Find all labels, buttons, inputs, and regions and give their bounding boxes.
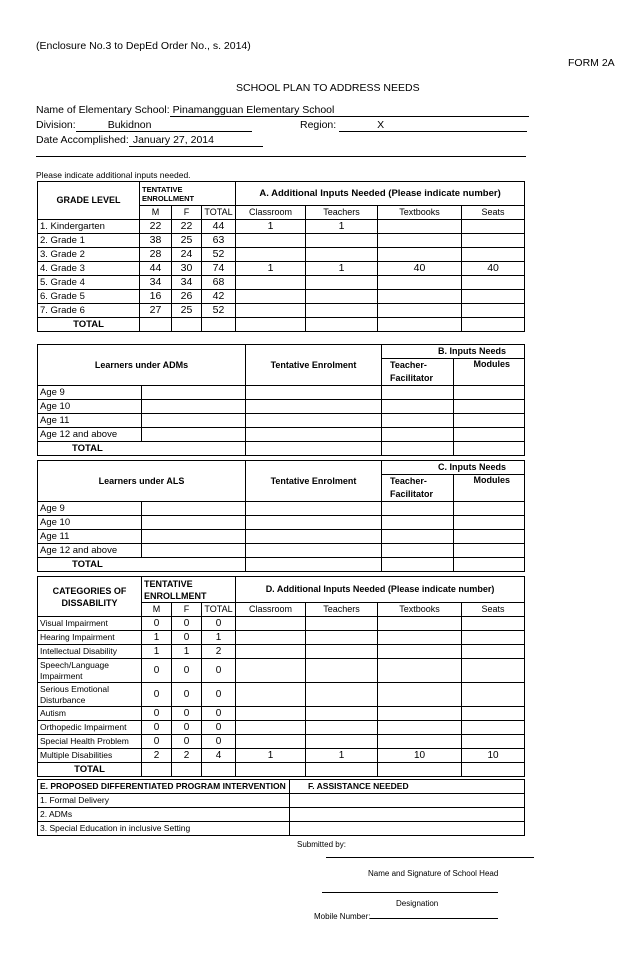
input-cell[interactable] <box>382 502 454 516</box>
m-cell[interactable]: 0 <box>142 735 172 749</box>
section-d-title: D. Additional Inputs Needed (Please indicate number) <box>236 577 525 603</box>
total-cell[interactable]: 4 <box>202 749 236 763</box>
input-cell[interactable] <box>382 544 454 558</box>
seats-cell[interactable] <box>462 290 525 304</box>
age-label: Age 12 and above <box>38 544 142 558</box>
table-row <box>38 516 525 530</box>
classroom-cell[interactable]: 1 <box>236 220 306 234</box>
age-label: Age 11 <box>38 414 142 428</box>
division-label: Division: <box>36 119 76 131</box>
textbooks-cell[interactable] <box>378 683 462 707</box>
m-cell[interactable]: 27 <box>140 304 172 318</box>
age-label: Age 12 and above <box>38 428 142 442</box>
form-number: FORM 2A <box>568 57 615 69</box>
table-c-als <box>37 460 525 572</box>
m-cell[interactable]: 0 <box>142 617 172 631</box>
total-cell[interactable]: 44 <box>202 220 236 234</box>
f-cell[interactable]: 26 <box>172 290 202 304</box>
seats-cell[interactable] <box>462 721 525 735</box>
teachers-cell[interactable]: 1 <box>306 749 378 763</box>
classroom-cell[interactable] <box>236 707 306 721</box>
submitted-by: Submitted by: <box>297 840 346 849</box>
input-cell[interactable] <box>382 428 454 442</box>
table-b-adms <box>37 344 525 456</box>
input-cell[interactable] <box>142 516 246 530</box>
region-value[interactable]: X <box>339 119 527 132</box>
m-cell[interactable]: 1 <box>142 645 172 659</box>
table-e-program-intervention <box>37 779 525 836</box>
input-cell[interactable] <box>454 400 525 414</box>
grade-label: 4. Grade 3 <box>38 262 140 276</box>
total-cell[interactable]: 0 <box>202 721 236 735</box>
f-cell[interactable]: 0 <box>172 721 202 735</box>
division-row <box>36 119 252 132</box>
input-cell[interactable] <box>454 516 525 530</box>
classroom-cell[interactable] <box>236 735 306 749</box>
teachers-cell[interactable]: 1 <box>306 220 378 234</box>
input-cell[interactable] <box>142 530 246 544</box>
total-header: TOTAL <box>202 603 236 617</box>
grade-label: 6. Grade 5 <box>38 290 140 304</box>
total-cell[interactable]: 0 <box>202 735 236 749</box>
f-cell[interactable]: 0 <box>172 659 202 683</box>
seats-cell[interactable]: 40 <box>462 262 525 276</box>
teachers-cell[interactable] <box>306 683 378 707</box>
table-row <box>38 304 525 318</box>
textbooks-cell[interactable] <box>378 276 462 290</box>
textbooks-cell[interactable] <box>378 617 462 631</box>
table-row <box>38 822 525 836</box>
grade-label: 2. Grade 1 <box>38 234 140 248</box>
table-d-total-label: TOTAL <box>38 763 142 777</box>
tentative-enrolment-header: Tentative Enrolment <box>246 461 382 502</box>
textbooks-cell[interactable] <box>378 631 462 645</box>
teachers-cell[interactable] <box>306 659 378 683</box>
seats-cell[interactable] <box>462 234 525 248</box>
teachers-cell[interactable] <box>306 304 378 318</box>
m-header: M <box>140 206 172 220</box>
mobile-number-label: Mobile Number: <box>314 912 371 921</box>
section-c-title: C. Inputs Needs <box>382 461 525 475</box>
age-label: Age 10 <box>38 516 142 530</box>
program-label: 1. Formal Delivery <box>38 794 290 808</box>
seats-cell[interactable] <box>462 617 525 631</box>
m-cell[interactable]: 0 <box>142 659 172 683</box>
tentative-enrolment-header: Tentative Enrolment <box>246 345 382 386</box>
f-cell[interactable]: 0 <box>172 683 202 707</box>
disability-label: Hearing Impairment <box>38 631 142 645</box>
section-a-title: A. Additional Inputs Needed (Please indicate number) <box>236 182 525 206</box>
learners-als-header: Learners under ALS <box>38 461 246 502</box>
f-cell[interactable]: 34 <box>172 276 202 290</box>
table-row <box>38 749 525 763</box>
name-signature-label: Name and Signature of School Head <box>368 869 499 878</box>
teachers-cell[interactable] <box>306 721 378 735</box>
textbooks-cell[interactable] <box>378 248 462 262</box>
input-cell[interactable] <box>382 386 454 400</box>
teachers-cell[interactable]: 1 <box>306 262 378 276</box>
total-cell[interactable]: 52 <box>202 304 236 318</box>
region-label: Region: <box>300 119 337 131</box>
seats-cell[interactable] <box>462 735 525 749</box>
teachers-cell[interactable] <box>306 234 378 248</box>
division-value[interactable]: Bukidnon <box>76 119 252 132</box>
f-cell[interactable]: 30 <box>172 262 202 276</box>
total-cell[interactable]: 68 <box>202 276 236 290</box>
input-cell[interactable] <box>246 400 382 414</box>
input-cell[interactable] <box>382 414 454 428</box>
teachers-cell[interactable] <box>306 631 378 645</box>
textbooks-cell[interactable] <box>378 707 462 721</box>
program-label: 3. Special Education in inclusive Setting <box>38 822 290 836</box>
input-cell[interactable] <box>246 414 382 428</box>
table-row <box>38 502 525 516</box>
f-cell[interactable]: 24 <box>172 248 202 262</box>
teachers-cell[interactable] <box>306 248 378 262</box>
teachers-header: Teachers <box>306 206 378 220</box>
grade-label: 1. Kindergarten <box>38 220 140 234</box>
assistance-cell[interactable] <box>290 794 525 808</box>
f-cell[interactable]: 0 <box>172 735 202 749</box>
input-cell[interactable] <box>246 516 382 530</box>
total-cell[interactable]: 52 <box>202 248 236 262</box>
tentative-enrollment-header: TENTATIVE ENROLLMENT <box>142 577 236 603</box>
table-d-disability <box>37 576 525 777</box>
input-cell[interactable] <box>382 400 454 414</box>
seats-cell[interactable] <box>462 304 525 318</box>
classroom-cell[interactable] <box>236 683 306 707</box>
table-row <box>38 544 525 558</box>
school-name-label: Name of Elementary School: <box>36 104 170 116</box>
m-cell[interactable]: 44 <box>140 262 172 276</box>
designation-line[interactable] <box>322 892 498 893</box>
input-cell[interactable] <box>142 544 246 558</box>
classroom-cell[interactable]: 1 <box>236 749 306 763</box>
m-cell[interactable]: 0 <box>142 683 172 707</box>
total-cell[interactable]: 42 <box>202 290 236 304</box>
m-cell[interactable]: 16 <box>140 290 172 304</box>
table-row <box>38 683 525 707</box>
classroom-cell[interactable] <box>236 659 306 683</box>
f-cell[interactable]: 22 <box>172 220 202 234</box>
page-title: SCHOOL PLAN TO ADDRESS NEEDS <box>236 82 420 94</box>
section-f-title: F. ASSISTANCE NEEDED <box>290 780 525 794</box>
total-cell[interactable]: 74 <box>202 262 236 276</box>
grade-label: 5. Grade 4 <box>38 276 140 290</box>
seats-cell[interactable] <box>462 659 525 683</box>
textbooks-cell[interactable]: 40 <box>378 262 462 276</box>
input-cell[interactable] <box>454 544 525 558</box>
seats-cell[interactable]: 10 <box>462 749 525 763</box>
seats-cell[interactable] <box>462 248 525 262</box>
assistance-cell[interactable] <box>290 822 525 836</box>
table-row <box>38 645 525 659</box>
disability-label: Serious Emotional Disturbance <box>38 683 142 707</box>
input-cell[interactable] <box>246 428 382 442</box>
total-cell[interactable]: 2 <box>202 645 236 659</box>
input-cell[interactable] <box>454 502 525 516</box>
textbooks-cell[interactable]: 10 <box>378 749 462 763</box>
input-cell[interactable] <box>142 414 246 428</box>
input-cell[interactable] <box>454 414 525 428</box>
instruction-text: Please indicate additional inputs needed. <box>36 170 191 180</box>
table-row <box>38 290 525 304</box>
m-cell[interactable]: 22 <box>140 220 172 234</box>
table-row <box>38 659 525 683</box>
seats-header: Seats <box>462 603 525 617</box>
table-b-total-label: TOTAL <box>38 442 246 456</box>
table-row <box>38 428 525 442</box>
table-row <box>38 530 525 544</box>
f-cell[interactable]: 1 <box>172 645 202 659</box>
signature-line[interactable] <box>326 857 534 858</box>
disability-label: Visual Impairment <box>38 617 142 631</box>
input-cell[interactable] <box>382 516 454 530</box>
input-cell[interactable] <box>142 400 246 414</box>
seats-cell[interactable] <box>462 645 525 659</box>
date-row <box>36 134 263 147</box>
f-cell[interactable]: 25 <box>172 304 202 318</box>
facilitator-header: Facilitator <box>382 372 454 386</box>
classroom-cell[interactable] <box>236 304 306 318</box>
school-name-row <box>36 104 529 117</box>
date-value[interactable]: January 27, 2014 <box>129 134 263 147</box>
teachers-cell[interactable] <box>306 276 378 290</box>
program-label: 2. ADMs <box>38 808 290 822</box>
disability-label: Orthopedic Impairment <box>38 721 142 735</box>
teachers-header: Teachers <box>306 603 378 617</box>
textbooks-cell[interactable] <box>378 304 462 318</box>
table-row <box>38 220 525 234</box>
table-row <box>38 386 525 400</box>
classroom-cell[interactable] <box>236 234 306 248</box>
age-label: Age 10 <box>38 400 142 414</box>
age-label: Age 9 <box>38 502 142 516</box>
m-cell[interactable]: 2 <box>142 749 172 763</box>
input-cell[interactable] <box>142 428 246 442</box>
total-cell[interactable]: 0 <box>202 617 236 631</box>
seats-cell[interactable] <box>462 276 525 290</box>
f-cell[interactable]: 0 <box>172 617 202 631</box>
disability-label: Autism <box>38 707 142 721</box>
table-row <box>38 276 525 290</box>
m-header: M <box>142 603 172 617</box>
enclosure-note: (Enclosure No.3 to DepEd Order No., s. 2014) <box>36 40 251 52</box>
textbooks-header: Textbooks <box>378 603 462 617</box>
table-row <box>38 414 525 428</box>
classroom-header: Classroom <box>236 206 306 220</box>
table-row <box>38 248 525 262</box>
f-cell[interactable]: 2 <box>172 749 202 763</box>
grade-label: 3. Grade 2 <box>38 248 140 262</box>
classroom-cell[interactable] <box>236 631 306 645</box>
input-cell[interactable] <box>454 428 525 442</box>
mobile-number-row <box>314 912 498 921</box>
seats-cell[interactable] <box>462 220 525 234</box>
seats-cell[interactable] <box>462 683 525 707</box>
teachers-cell[interactable] <box>306 707 378 721</box>
teacher-header: Teacher- <box>382 475 454 489</box>
seats-header: Seats <box>462 206 525 220</box>
teachers-cell[interactable] <box>306 735 378 749</box>
f-header: F <box>172 206 202 220</box>
designation-label: Designation <box>396 899 439 908</box>
table-row <box>38 617 525 631</box>
total-cell[interactable]: 0 <box>202 707 236 721</box>
categories-header: CATEGORIES OF DISSABILITY <box>38 577 142 617</box>
textbooks-cell[interactable] <box>378 645 462 659</box>
total-cell[interactable]: 63 <box>202 234 236 248</box>
section-e-title: E. PROPOSED DIFFERENTIATED PROGRAM INTERVENTION <box>38 780 290 794</box>
table-a-total-label: TOTAL <box>38 318 140 332</box>
disability-label: Speech/Language Impairment <box>38 659 142 683</box>
m-cell[interactable]: 28 <box>140 248 172 262</box>
grade-level-header: GRADE LEVEL <box>38 182 140 220</box>
teachers-cell[interactable] <box>306 645 378 659</box>
m-cell[interactable]: 0 <box>142 721 172 735</box>
textbooks-cell[interactable] <box>378 721 462 735</box>
table-row <box>38 735 525 749</box>
table-row <box>38 808 525 822</box>
textbooks-cell[interactable] <box>378 290 462 304</box>
modules-header: Modules <box>454 359 525 386</box>
input-cell[interactable] <box>246 386 382 400</box>
f-cell[interactable]: 25 <box>172 234 202 248</box>
input-cell[interactable] <box>142 386 246 400</box>
m-cell[interactable]: 0 <box>142 707 172 721</box>
date-label: Date Accomplished: <box>36 134 129 146</box>
separator-line <box>36 156 526 157</box>
classroom-cell[interactable] <box>236 276 306 290</box>
table-row <box>38 234 525 248</box>
modules-header: Modules <box>454 475 525 502</box>
disability-label: Multiple Disabilities <box>38 749 142 763</box>
teachers-cell[interactable] <box>306 617 378 631</box>
disability-label: Special Health Problem <box>38 735 142 749</box>
textbooks-header: Textbooks <box>378 206 462 220</box>
school-name-value[interactable]: Pinamangguan Elementary School <box>170 104 529 117</box>
seats-cell[interactable] <box>462 707 525 721</box>
seats-cell[interactable] <box>462 631 525 645</box>
classroom-cell[interactable] <box>236 645 306 659</box>
input-cell[interactable] <box>142 502 246 516</box>
classroom-cell[interactable] <box>236 721 306 735</box>
classroom-header: Classroom <box>236 603 306 617</box>
m-cell[interactable]: 34 <box>140 276 172 290</box>
section-b-title: B. Inputs Needs <box>382 345 525 359</box>
table-row <box>38 707 525 721</box>
textbooks-cell[interactable] <box>378 659 462 683</box>
textbooks-cell[interactable] <box>378 735 462 749</box>
facilitator-header: Facilitator <box>382 488 454 502</box>
table-row <box>38 721 525 735</box>
input-cell[interactable] <box>382 530 454 544</box>
input-cell[interactable] <box>454 530 525 544</box>
m-cell[interactable]: 38 <box>140 234 172 248</box>
input-cell[interactable] <box>454 386 525 400</box>
table-row <box>38 262 525 276</box>
table-row <box>38 631 525 645</box>
input-cell[interactable] <box>246 502 382 516</box>
m-cell[interactable]: 1 <box>142 631 172 645</box>
input-cell[interactable] <box>246 530 382 544</box>
total-header: TOTAL <box>202 206 236 220</box>
assistance-cell[interactable] <box>290 808 525 822</box>
age-label: Age 11 <box>38 530 142 544</box>
grade-label: 7. Grade 6 <box>38 304 140 318</box>
textbooks-cell[interactable] <box>378 220 462 234</box>
tentative-enrollment-header: TENTATIVE ENROLLMENT <box>140 182 236 206</box>
f-cell[interactable]: 0 <box>172 631 202 645</box>
f-cell[interactable]: 0 <box>172 707 202 721</box>
f-header: F <box>172 603 202 617</box>
table-row <box>38 794 525 808</box>
table-c-total-label: TOTAL <box>38 558 246 572</box>
table-row <box>38 400 525 414</box>
input-cell[interactable] <box>246 544 382 558</box>
classroom-cell[interactable] <box>236 617 306 631</box>
disability-label: Intellectual Disability <box>38 645 142 659</box>
classroom-cell[interactable] <box>236 248 306 262</box>
teacher-header: Teacher- <box>382 359 454 373</box>
region-row <box>300 119 527 132</box>
learners-adms-header: Learners under ADMs <box>38 345 246 386</box>
total-cell[interactable]: 1 <box>202 631 236 645</box>
textbooks-cell[interactable] <box>378 234 462 248</box>
classroom-cell[interactable] <box>236 290 306 304</box>
mobile-number-line[interactable] <box>370 918 498 919</box>
total-cell[interactable]: 0 <box>202 659 236 683</box>
classroom-cell[interactable]: 1 <box>236 262 306 276</box>
table-a-grade-level <box>37 181 525 332</box>
teachers-cell[interactable] <box>306 290 378 304</box>
total-cell[interactable]: 0 <box>202 683 236 707</box>
age-label: Age 9 <box>38 386 142 400</box>
